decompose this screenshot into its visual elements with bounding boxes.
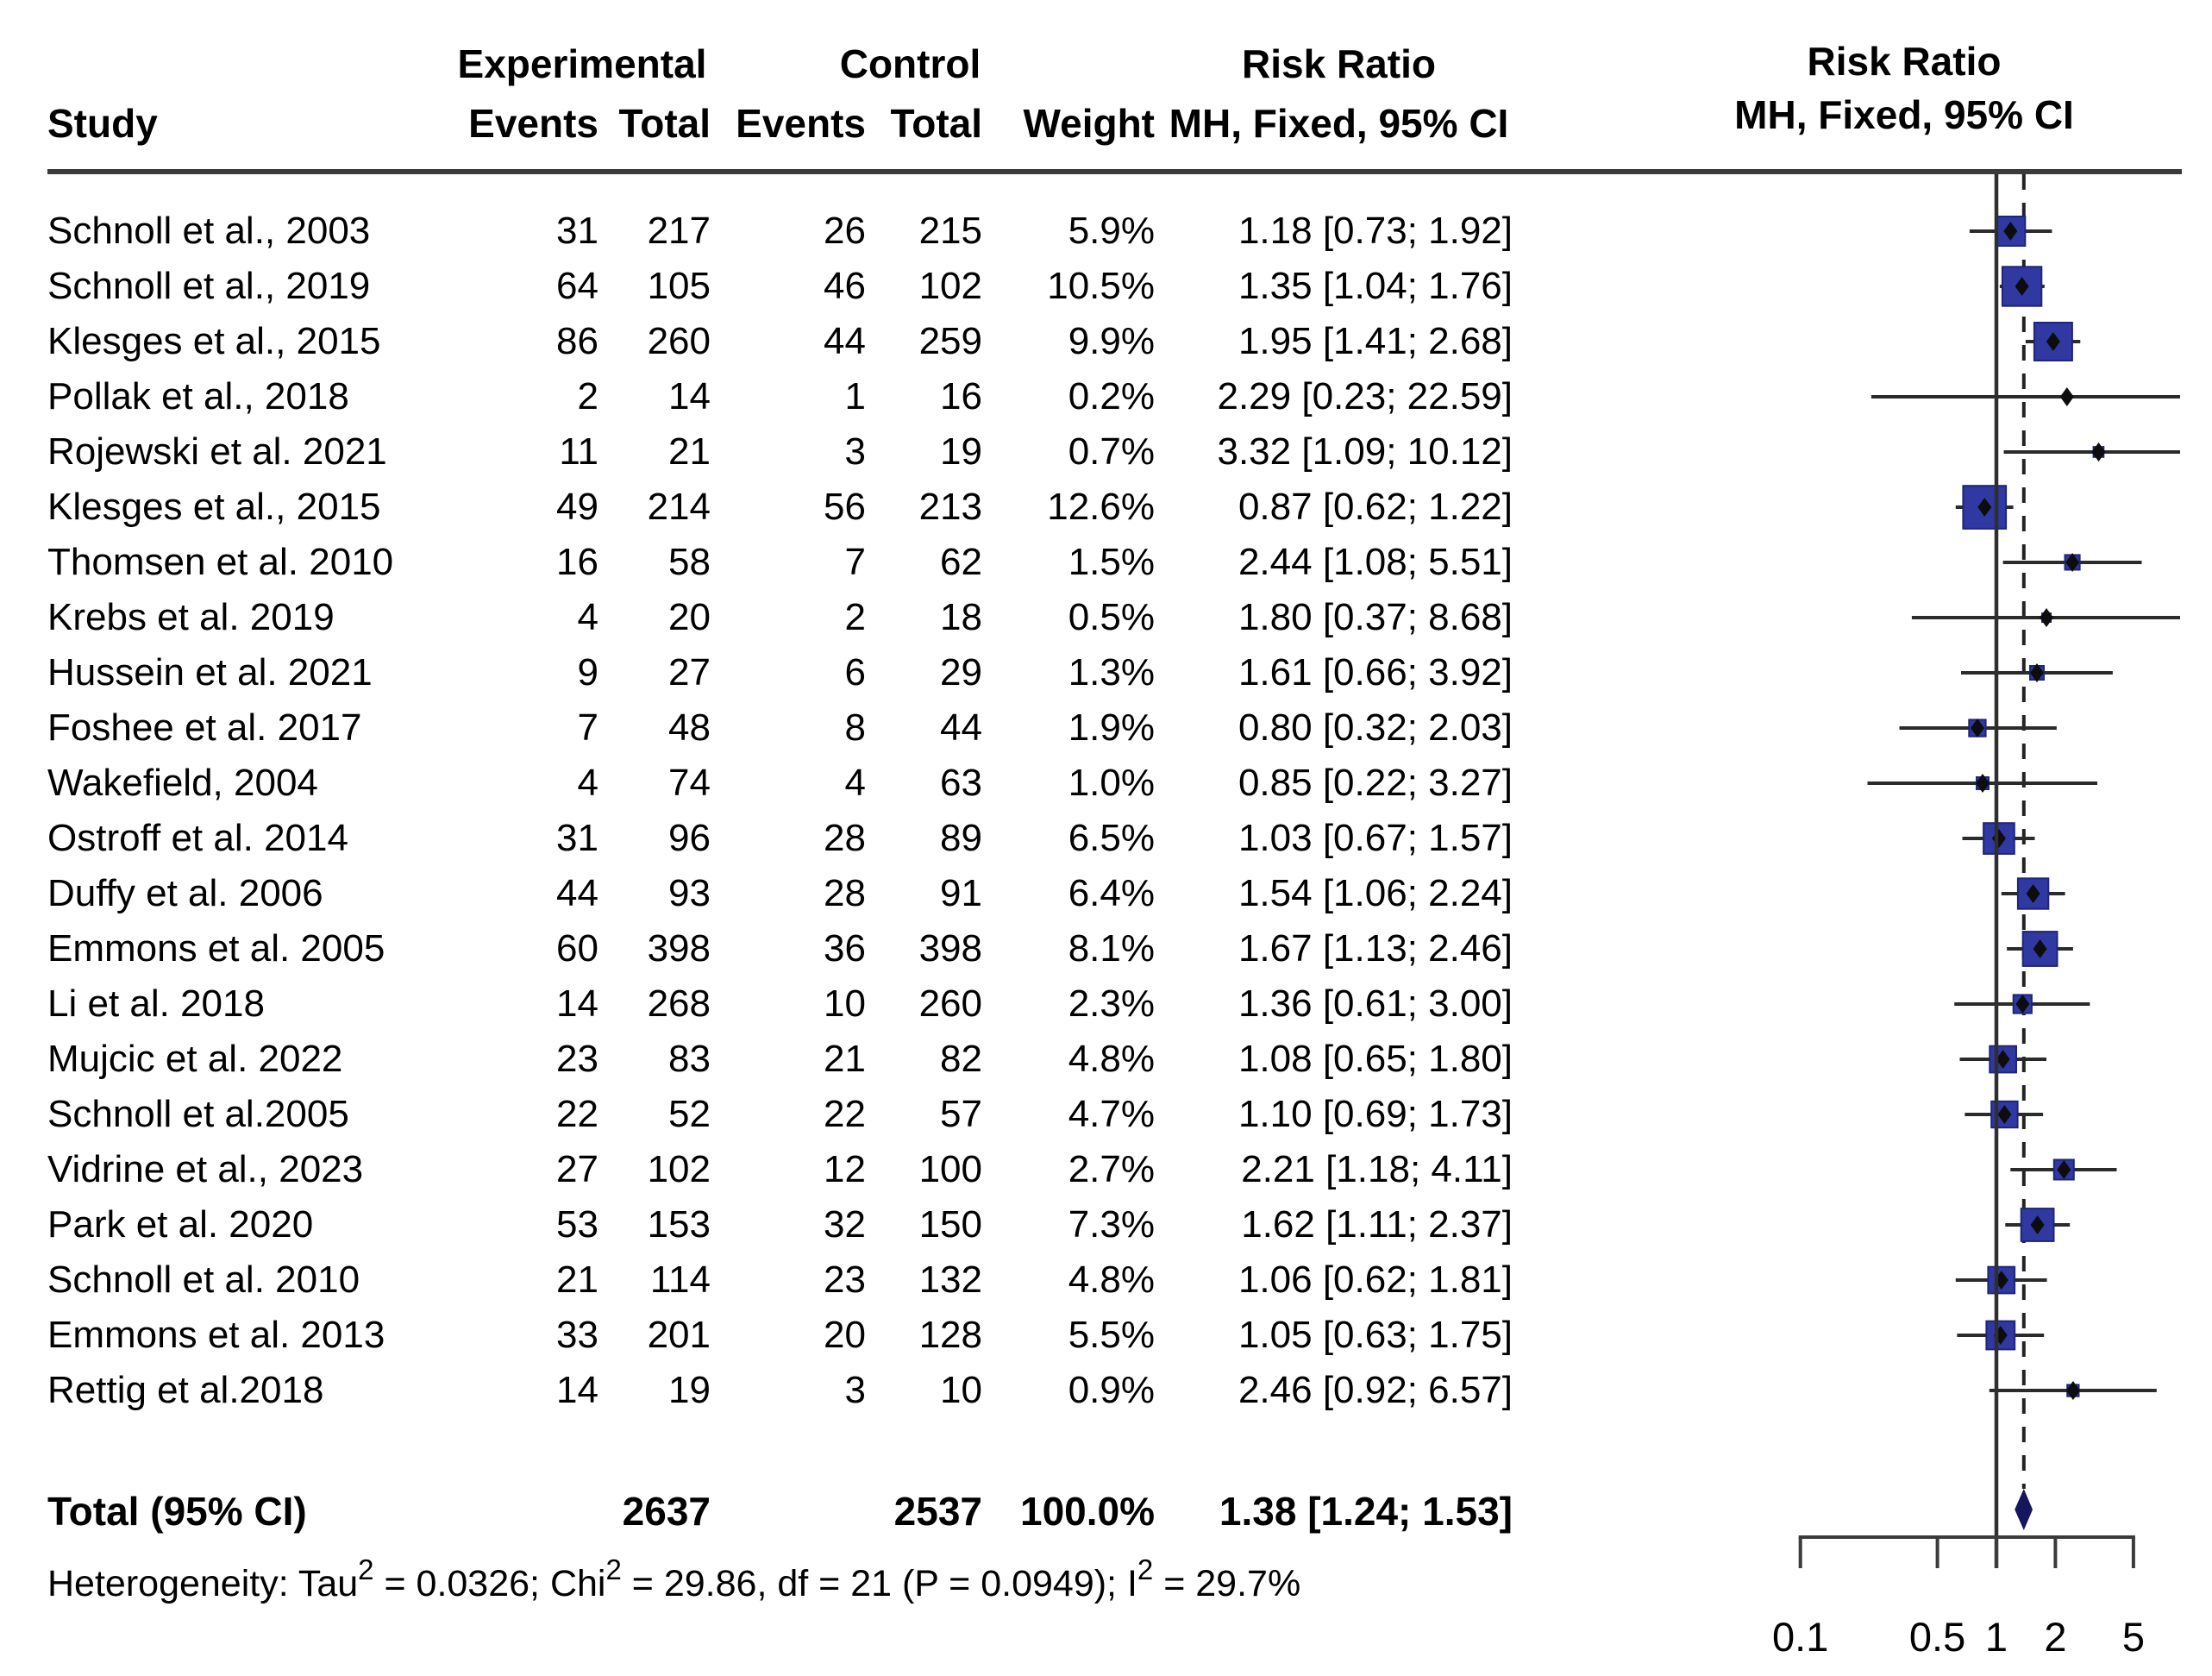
weight: 0.9% [1068, 1369, 1155, 1411]
exp-total: 14 [668, 375, 711, 417]
exp-events: 31 [556, 210, 598, 252]
header-group-risk-ratio: Risk Ratio [1242, 41, 1436, 86]
exp-total: 114 [649, 1259, 711, 1301]
exp-events: 64 [556, 265, 598, 307]
ctrl-events: 32 [824, 1203, 866, 1246]
rr-ci-text: 1.95 [1.41; 2.68] [1238, 320, 1513, 362]
weight: 9.9% [1068, 320, 1155, 362]
exp-total: 93 [668, 872, 711, 914]
ctrl-total: 102 [918, 265, 982, 307]
col-header-ctrl-total: Total [890, 101, 982, 146]
ctrl-total: 57 [940, 1093, 982, 1135]
study-name: Klesges et al., 2015 [47, 320, 381, 362]
ctrl-total: 213 [918, 486, 982, 528]
weight: 4.8% [1068, 1259, 1155, 1301]
ctrl-total: 398 [918, 927, 982, 970]
x-axis-tick-label: 1 [1984, 1614, 2008, 1660]
rr-ci-text: 0.85 [0.22; 3.27] [1238, 762, 1513, 804]
weight: 4.7% [1068, 1093, 1155, 1135]
weight: 1.0% [1068, 762, 1155, 804]
exp-events: 44 [556, 872, 598, 914]
ctrl-events: 6 [844, 651, 866, 694]
rr-ci-text: 1.05 [0.63; 1.75] [1238, 1314, 1513, 1356]
weight: 0.2% [1068, 375, 1155, 417]
exp-total: 48 [668, 706, 711, 749]
exp-events: 49 [556, 486, 598, 528]
weight: 0.7% [1068, 430, 1155, 473]
exp-events: 21 [556, 1259, 598, 1301]
ctrl-events: 3 [844, 430, 866, 473]
rr-ci-text: 0.87 [0.62; 1.22] [1238, 486, 1513, 528]
study-name: Krebs et al. 2019 [47, 596, 335, 638]
ctrl-events: 8 [844, 706, 866, 749]
total-diamond [2015, 1489, 2033, 1530]
study-name: Pollak et al., 2018 [47, 375, 349, 417]
header-group-control: Control [839, 41, 981, 86]
ctrl-total: 82 [940, 1038, 982, 1080]
ctrl-total: 29 [940, 651, 982, 694]
exp-events: 22 [556, 1093, 598, 1135]
header-group-experimental: Experimental [457, 41, 707, 86]
rr-ci-text: 1.35 [1.04; 1.76] [1238, 265, 1513, 307]
ctrl-total: 215 [918, 210, 982, 252]
ctrl-total: 16 [940, 375, 982, 417]
exp-events: 14 [556, 1369, 598, 1411]
ctrl-total: 89 [940, 817, 982, 859]
exp-events: 86 [556, 320, 598, 362]
exp-total: 21 [668, 430, 711, 473]
point-estimate-marker [2092, 443, 2106, 461]
total-label: Total (95% CI) [47, 1489, 307, 1534]
study-name: Emmons et al. 2005 [47, 927, 385, 970]
weight: 6.4% [1068, 872, 1155, 914]
ctrl-events: 4 [844, 762, 866, 804]
exp-total: 58 [668, 541, 711, 583]
weight: 2.7% [1068, 1148, 1155, 1190]
exp-total: 260 [647, 320, 711, 362]
weight: 5.9% [1068, 210, 1155, 252]
exp-events: 11 [559, 430, 598, 473]
ctrl-events: 56 [824, 486, 866, 528]
exp-events: 31 [556, 817, 598, 859]
rr-ci-text: 2.21 [1.18; 4.11] [1241, 1148, 1513, 1190]
ctrl-events: 26 [824, 210, 866, 252]
study-name: Schnoll et al. 2010 [47, 1259, 360, 1301]
rr-ci-text: 1.80 [0.37; 8.68] [1238, 596, 1513, 638]
rr-ci-text: 1.08 [0.65; 1.80] [1238, 1038, 1513, 1080]
weight: 6.5% [1068, 817, 1155, 859]
study-name: Schnoll et al.2005 [47, 1093, 349, 1135]
exp-events: 4 [577, 596, 598, 638]
study-name: Schnoll et al., 2003 [47, 210, 371, 252]
col-header-exp-events: Events [468, 101, 598, 146]
exp-events: 27 [556, 1148, 598, 1190]
col-header-study: Study [47, 101, 158, 146]
weight: 1.9% [1068, 706, 1155, 749]
rr-ci-text: 0.80 [0.32; 2.03] [1238, 706, 1513, 749]
exp-events: 14 [556, 982, 598, 1025]
exp-total: 153 [647, 1203, 711, 1246]
exp-total: 398 [647, 927, 711, 970]
weight: 12.6% [1047, 486, 1155, 528]
weight: 4.8% [1068, 1038, 1155, 1080]
weight: 1.3% [1068, 651, 1155, 694]
exp-total: 20 [668, 596, 711, 638]
study-name: Thomsen et al. 2010 [47, 541, 394, 583]
study-name: Ostroff et al. 2014 [47, 817, 348, 859]
exp-total: 268 [647, 982, 711, 1025]
col-header-weight: Weight [1023, 101, 1155, 146]
exp-events: 53 [556, 1203, 598, 1246]
total-weight: 100.0% [1019, 1489, 1155, 1534]
total-rr-ci: 1.38 [1.24; 1.53] [1219, 1489, 1513, 1534]
weight: 7.3% [1068, 1203, 1155, 1246]
ctrl-total: 100 [918, 1148, 982, 1190]
rr-ci-text: 1.06 [0.62; 1.81] [1238, 1259, 1513, 1301]
x-axis-tick-label: 5 [2121, 1614, 2145, 1660]
ctrl-events: 22 [824, 1093, 866, 1135]
col-header-ctrl-events: Events [736, 101, 866, 146]
ctrl-events: 44 [824, 320, 866, 362]
exp-total: 27 [668, 651, 711, 694]
ctrl-total: 63 [940, 762, 982, 804]
rr-ci-text: 1.10 [0.69; 1.73] [1238, 1093, 1513, 1135]
exp-total: 19 [668, 1369, 711, 1411]
exp-events: 60 [556, 927, 598, 970]
ctrl-events: 2 [844, 596, 866, 638]
rr-ci-text: 1.18 [0.73; 1.92] [1238, 210, 1513, 252]
rr-ci-text: 2.46 [0.92; 6.57] [1238, 1369, 1513, 1411]
ctrl-events: 36 [824, 927, 866, 970]
study-name: Vidrine et al., 2023 [47, 1148, 364, 1190]
rr-ci-text: 1.61 [0.66; 3.92] [1238, 651, 1513, 694]
exp-events: 7 [577, 706, 598, 749]
exp-events: 16 [556, 541, 598, 583]
exp-events: 9 [577, 651, 598, 694]
exp-events: 2 [577, 375, 598, 417]
rr-ci-text: 1.03 [0.67; 1.57] [1238, 817, 1513, 859]
exp-total: 96 [668, 817, 711, 859]
ctrl-total: 259 [918, 320, 982, 362]
point-estimate-marker [2060, 387, 2074, 406]
x-axis-tick-label: 0.1 [1772, 1614, 1829, 1660]
exp-total: 74 [668, 762, 711, 804]
exp-events: 4 [577, 762, 598, 804]
ctrl-events: 21 [824, 1038, 866, 1080]
ctrl-events: 1 [844, 375, 866, 417]
exp-total: 102 [647, 1148, 711, 1190]
rr-ci-text: 1.67 [1.13; 2.46] [1238, 927, 1513, 970]
rr-ci-text: 1.54 [1.06; 2.24] [1238, 872, 1513, 914]
ctrl-events: 46 [824, 265, 866, 307]
plot-header-line1: Risk Ratio [1807, 39, 2002, 84]
exp-total: 217 [647, 210, 711, 252]
rr-ci-text: 2.29 [0.23; 22.59] [1217, 375, 1513, 417]
ctrl-events: 12 [824, 1148, 866, 1190]
weight: 5.5% [1068, 1314, 1155, 1356]
weight: 2.3% [1068, 982, 1155, 1025]
rr-ci-text: 2.44 [1.08; 5.51] [1238, 541, 1513, 583]
ctrl-events: 10 [824, 982, 866, 1025]
weight: 0.5% [1068, 596, 1155, 638]
exp-events: 23 [556, 1038, 598, 1080]
ctrl-total: 91 [940, 872, 982, 914]
ctrl-events: 3 [844, 1369, 866, 1411]
col-header-exp-total: Total [618, 101, 711, 146]
exp-total: 52 [668, 1093, 711, 1135]
exp-total: 201 [647, 1314, 711, 1356]
ctrl-total: 62 [940, 541, 982, 583]
study-name: Duffy et al. 2006 [47, 872, 323, 914]
study-name: Hussein et al. 2021 [47, 651, 373, 694]
exp-total: 214 [647, 486, 711, 528]
col-header-mh-fixed-ci: MH, Fixed, 95% CI [1169, 101, 1509, 146]
ctrl-events: 28 [824, 817, 866, 859]
point-estimate-marker [2040, 608, 2053, 627]
ctrl-total: 10 [940, 1369, 982, 1411]
weight: 8.1% [1068, 927, 1155, 970]
study-name: Rojewski et al. 2021 [47, 430, 387, 473]
weight: 1.5% [1068, 541, 1155, 583]
x-axis-tick-label: 2 [2044, 1614, 2067, 1660]
plot-header-line2: MH, Fixed, 95% CI [1734, 92, 2074, 137]
weight: 10.5% [1047, 265, 1155, 307]
ctrl-total: 128 [918, 1314, 982, 1356]
study-name: Klesges et al., 2015 [47, 486, 381, 528]
total-ctrl-total: 2537 [893, 1489, 982, 1534]
rr-ci-text: 1.62 [1.11; 2.37] [1241, 1203, 1513, 1246]
exp-total: 83 [668, 1038, 711, 1080]
ctrl-total: 150 [918, 1203, 982, 1246]
ctrl-total: 19 [940, 430, 982, 473]
heterogeneity-note: Heterogeneity: Tau$^2$ = 0.0326; Chi$^2$ = 29.86, df = 21 (P = 0.0949); $I^2 = 29.7\%$ [47, 1553, 1301, 1604]
rr-ci-text: 1.36 [0.61; 3.00] [1238, 982, 1513, 1025]
study-name: Schnoll et al., 2019 [47, 265, 371, 307]
ctrl-total: 18 [940, 596, 982, 638]
exp-total: 105 [647, 265, 711, 307]
exp-events: 33 [556, 1314, 598, 1356]
ctrl-total: 260 [918, 982, 982, 1025]
ctrl-events: 20 [824, 1314, 866, 1356]
ctrl-total: 44 [940, 706, 982, 749]
ctrl-events: 28 [824, 872, 866, 914]
study-name: Park et al. 2020 [47, 1203, 314, 1246]
total-exp-total: 2637 [622, 1489, 711, 1534]
ctrl-events: 7 [844, 541, 866, 583]
x-axis-tick-label: 0.5 [1908, 1614, 1966, 1660]
study-name: Mujcic et al. 2022 [47, 1038, 343, 1080]
ctrl-events: 23 [824, 1259, 866, 1301]
study-name: Foshee et al. 2017 [47, 706, 362, 749]
study-name: Emmons et al. 2013 [47, 1314, 385, 1356]
study-name: Rettig et al.2018 [47, 1369, 324, 1411]
study-name: Wakefield, 2004 [47, 762, 318, 804]
ctrl-total: 132 [918, 1259, 982, 1301]
rr-ci-text: 3.32 [1.09; 10.12] [1217, 430, 1513, 473]
study-name: Li et al. 2018 [47, 982, 265, 1025]
